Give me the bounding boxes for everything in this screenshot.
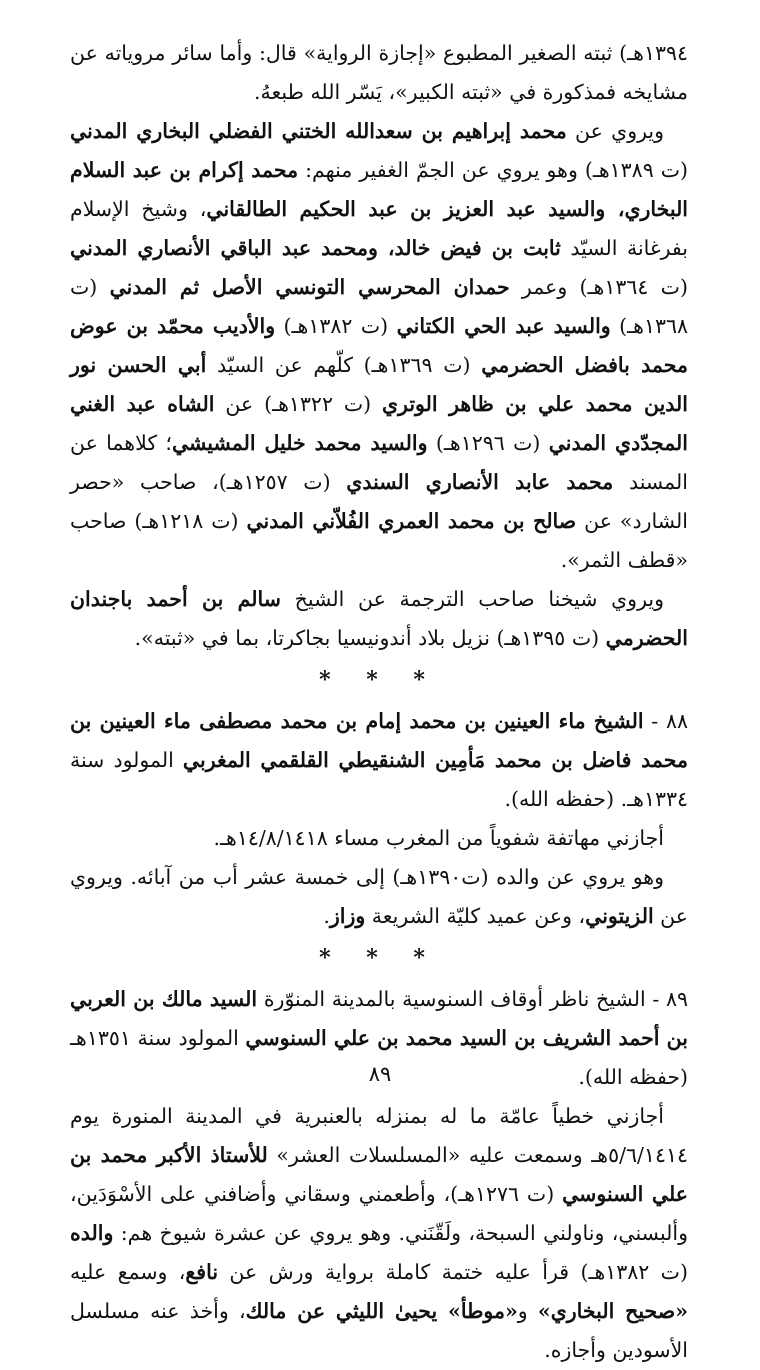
bold-name-run: سالم بن أحمد باجندان الحضرمي <box>70 587 688 650</box>
text-run: ٨٨ - <box>643 709 688 733</box>
text-run: ، وشيخ الإسلام بفرغانة السيّد <box>70 197 688 260</box>
text-run: أجازني خطياً عامّة ما له بمنزله بالعنبرية في المدينة المنورة يوم ٥/٦/١٤١٤هـ وسمعت عليه «المسلسلات العشر» <box>70 1104 688 1167</box>
paragraph <box>70 112 688 580</box>
text-run: المولود سنة ١٣٣٤هـ. (حفظه الله). <box>70 748 688 811</box>
bold-name-run: والأديب محمّد بن عوض محمد بافضل الحضرمي <box>70 314 688 377</box>
text-run: ويروي عن <box>566 119 665 143</box>
text-run: ، وأخذ عنه مسلسل الأسودين وأجازه. <box>70 1299 688 1362</box>
text-run: (ت ١٣٩٥هـ) نزيل بلاد أندونيسيا بجاكرتا، بما في «ثبته». <box>134 626 606 650</box>
text-run: و <box>517 1299 538 1323</box>
bold-name-run: والسيد عبد الحي الكتاني <box>396 314 611 338</box>
text-run: ، وسمع عليه <box>70 1260 186 1284</box>
text-run: المولود سنة ١٣٥١هـ (حفظه الله). <box>70 1026 688 1089</box>
paragraph <box>70 702 688 819</box>
paragraph <box>70 858 688 936</box>
bold-name-run: حمدان المحرسي التونسي الأصل ثم المدني <box>109 275 510 299</box>
text-run: ، وعن عميد كليّة الشريعة <box>365 904 586 928</box>
section-separator: * * * <box>319 667 439 693</box>
text-run: ٨٩ - الشيخ ناظر أوقاف السنوسية بالمدينة المنوّرة <box>257 987 689 1011</box>
text-run: (ت ١٣٨٢هـ) قرأ عليه ختمة كاملة برواية ورش عن <box>218 1260 688 1284</box>
text-run: ؛ كلاهما عن المسند <box>70 431 688 494</box>
bold-name-run: للأستاذ الأكبر محمد بن علي السنوسي <box>70 1143 688 1206</box>
page-number: ٨٩ <box>368 1062 392 1086</box>
text-run: (ت ١٢٩٦هـ) <box>427 431 549 455</box>
text-run: (ت ١٣٨٩هـ) وهو يروي عن الجمّ الغفير منهم: <box>298 158 688 182</box>
bold-name-run: وزاز <box>329 904 366 928</box>
paragraph <box>70 1097 688 1370</box>
bold-name-run: السيد مالك بن العربي بن أحمد الشريف بن السيد محمد بن علي السنوسي <box>70 987 688 1050</box>
bold-name-run: محمد عابد الأنصاري السندي <box>346 470 614 494</box>
bold-name-run: الشاه عبد الغني المجدّدي المدني <box>70 392 688 455</box>
bold-name-run: أبي الحسن نور الدين محمد علي بن ظاهر الوتري <box>70 353 688 416</box>
bold-name-run: «صحيح البخاري» <box>537 1299 689 1323</box>
text-run: (ت ١٣٢٢هـ) عن <box>214 392 382 416</box>
bold-name-run: «موطأ» يحيىٰ الليثي عن مالك <box>245 1299 518 1323</box>
bold-name-run: والسيد محمد خليل المشيشي <box>171 431 428 455</box>
bold-name-run: والده <box>70 1221 114 1245</box>
bold-name-run: محمد إبراهيم بن سعدالله الختني الفضلي البخاري المدني <box>70 119 567 143</box>
text-run: ويروي شيخنا صاحب الترجمة عن الشيخ <box>280 587 664 611</box>
text-run: ١٣٩٤هـ) ثبته الصغير المطبوع «إجازة الرواية» قال: وأما سائر مروياته عن مشايخه فمذكورة في «ثبته الكبير»، يَسّر الله طبعهُ. <box>70 41 688 104</box>
text-run: . <box>323 904 330 928</box>
paragraph <box>70 819 688 858</box>
bold-name-run: الزيتوني <box>585 904 654 928</box>
text-run: (ت ١٢٥٧هـ)، صاحب «حصر الشارد» عن <box>70 470 688 533</box>
bold-name-run: نافع <box>185 1260 219 1284</box>
text-run: وهو يروي عن والده (ت١٣٩٠هـ) إلى خمسة عشر أب من آبائه. ويروي عن <box>70 865 688 928</box>
paragraph <box>70 580 688 658</box>
text-run: (ت ١٣٦٤هـ) وعمر <box>509 275 688 299</box>
bold-name-run: محمد إكرام بن عبد السلام البخاري، والسيد عبد العزيز بن عبد الحكيم الطالقاني <box>70 158 689 221</box>
text-run: (ت ١٢١٨هـ) صاحب «قطف الثمر». <box>70 509 688 572</box>
text-run: أجازني مهاتفة شفوياً من المغرب مساء ١٤/٨/١٤١٨هـ. <box>213 826 664 850</box>
text-run: (ت ١٢٧٦هـ)، وأطعمني وسقاني وأضافني على الأسْوَدَين، وألبسني، وناولني السبحة، ولَقّنَني. وهو يروي عن عشرة شيوخ هم: <box>70 1182 688 1245</box>
page-body <box>70 34 688 1370</box>
text-run: (ت ١٣٦٩هـ) كلّهم عن السيّد <box>206 353 482 377</box>
bold-name-run: صالح بن محمد العمري الفُلاّني المدني <box>246 509 577 533</box>
section-separator: * * * <box>319 945 439 971</box>
bold-name-run: الشيخ ماء العينين بن محمد إمام بن محمد مصطفى ماء العينين بن محمد فاضل بن محمد مَأمِين الشنقيطي القلقمي المغربي <box>70 709 688 772</box>
bold-name-run: ثابت بن فيض خالد، ومحمد عبد الباقي الأنصاري المدني <box>70 236 561 260</box>
paragraph <box>70 34 688 112</box>
text-run: (ت ١٣٦٨هـ) <box>70 275 688 338</box>
text-run: (ت ١٣٨٢هـ) <box>275 314 397 338</box>
